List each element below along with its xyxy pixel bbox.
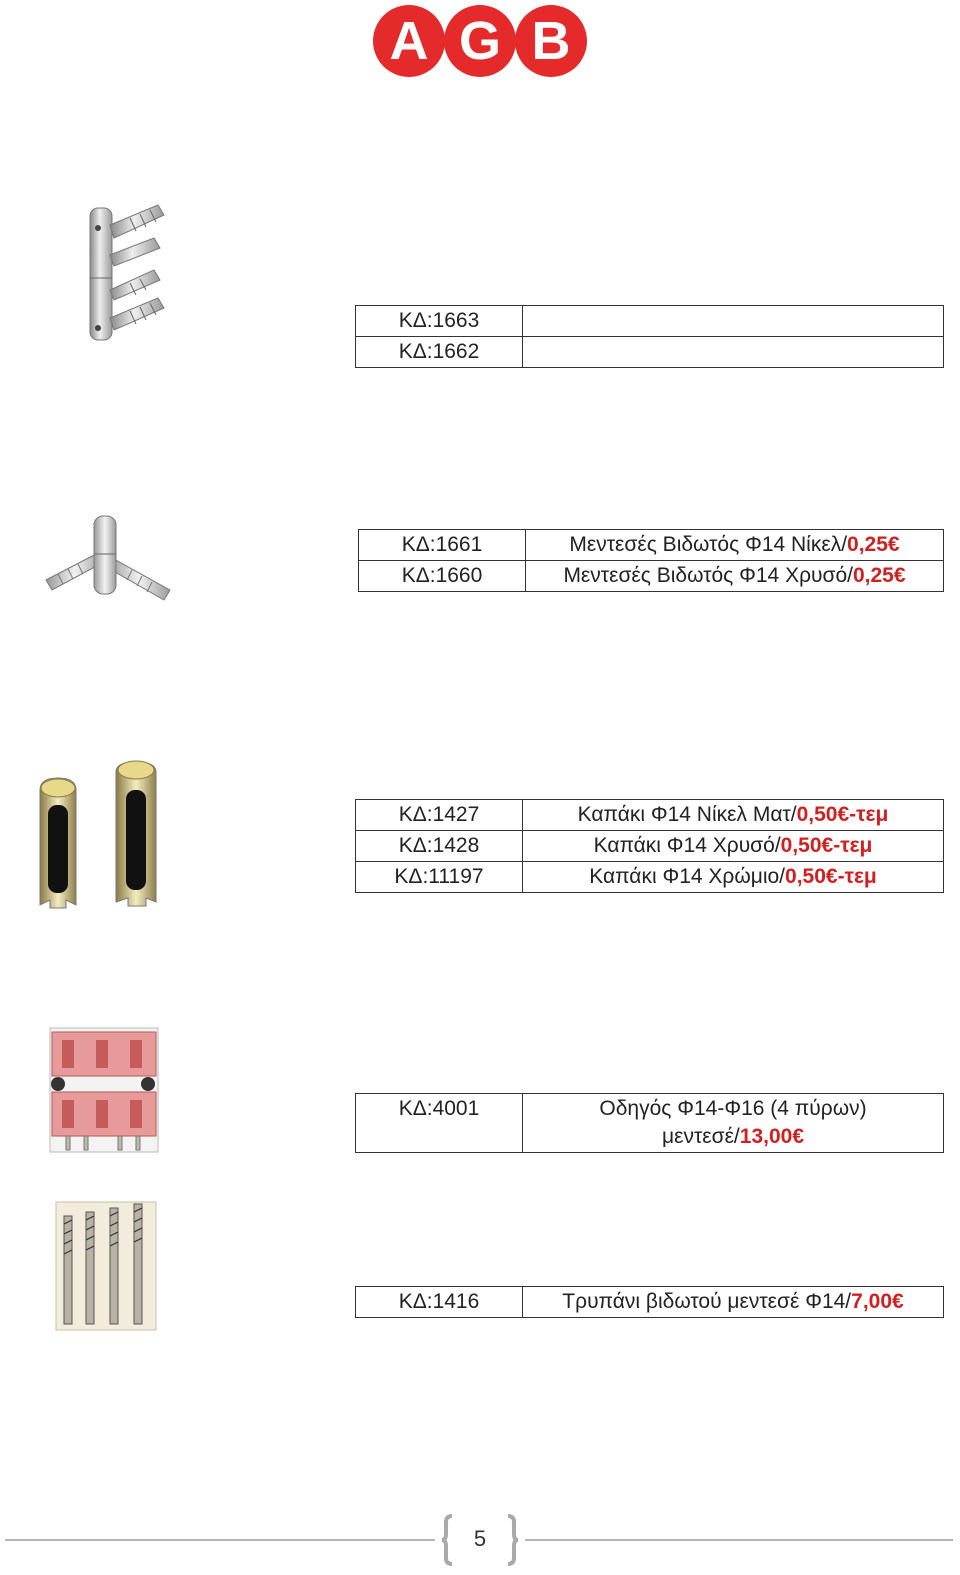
table-row — [356, 1094, 944, 1153]
product-desc: Καπάκι Φ14 Χρυσό/0,50€-τεμ — [523, 831, 944, 862]
cap-covers-image — [36, 760, 166, 915]
product-table-1 — [355, 305, 944, 368]
product-code: ΚΔ:1416 — [356, 1287, 523, 1318]
table-row — [356, 862, 944, 893]
svg-text:G: G — [458, 11, 502, 71]
product-code: ΚΔ:1663 — [356, 306, 523, 337]
price: 0,50€-τεμ — [785, 865, 877, 888]
table-row — [356, 1287, 944, 1318]
footer-rule-left — [5, 1539, 435, 1541]
agb-logo — [370, 2, 590, 80]
product-table-3 — [355, 799, 944, 893]
product-code: ΚΔ:1661 — [359, 530, 526, 561]
screw-hinge-image — [42, 510, 177, 605]
product-code: ΚΔ:1428 — [356, 831, 523, 862]
product-table-5 — [355, 1286, 944, 1318]
drilling-jig-image — [44, 1022, 162, 1158]
product-desc: Καπάκι Φ14 Νίκελ Ματ/0,50€-τεμ — [523, 800, 944, 831]
footer-rule-right — [525, 1539, 953, 1541]
product-desc — [523, 306, 944, 337]
price: 0,50€-τεμ — [780, 834, 873, 857]
table-row — [356, 337, 944, 368]
product-code: ΚΔ:1660 — [359, 561, 526, 592]
price: 7,00€ — [851, 1290, 904, 1313]
double-hinge-image — [80, 200, 175, 350]
drill-bits-image — [54, 1200, 158, 1332]
table-row — [359, 530, 944, 561]
price: 0,25€ — [852, 564, 906, 587]
product-code: ΚΔ:1427 — [356, 800, 523, 831]
product-desc: Μεντεσές Βιδωτός Φ14 Νίκελ/0,25€ — [526, 530, 944, 561]
table-row — [356, 306, 944, 337]
price: 13,00€ — [739, 1125, 804, 1148]
table-row — [356, 800, 944, 831]
product-code: ΚΔ:1662 — [356, 337, 523, 368]
product-desc: Οδηγός Φ14-Φ16 (4 πύρων) μεντεσέ/13,00€ — [523, 1094, 944, 1153]
product-desc: Καπάκι Φ14 Χρώμιο/0,50€-τεμ — [523, 862, 944, 893]
price: 0,50€-τεμ — [796, 803, 889, 826]
svg-text:A: A — [389, 11, 429, 71]
product-desc: Μεντεσές Βιδωτός Φ14 Χρυσό/0,25€ — [526, 561, 944, 592]
product-table-4 — [355, 1093, 944, 1153]
price: 0,25€ — [847, 533, 900, 556]
product-desc — [523, 337, 944, 368]
page-number: 5 — [473, 1526, 487, 1551]
product-table-2 — [358, 529, 944, 592]
svg-text:B: B — [531, 11, 571, 71]
product-code: ΚΔ:11197 — [356, 862, 523, 893]
product-code: ΚΔ:4001 — [356, 1094, 523, 1153]
table-row — [356, 831, 944, 862]
table-row — [359, 561, 944, 592]
product-desc: Τρυπάνι βιδωτού μεντεσέ Φ14/7,00€ — [523, 1287, 944, 1318]
